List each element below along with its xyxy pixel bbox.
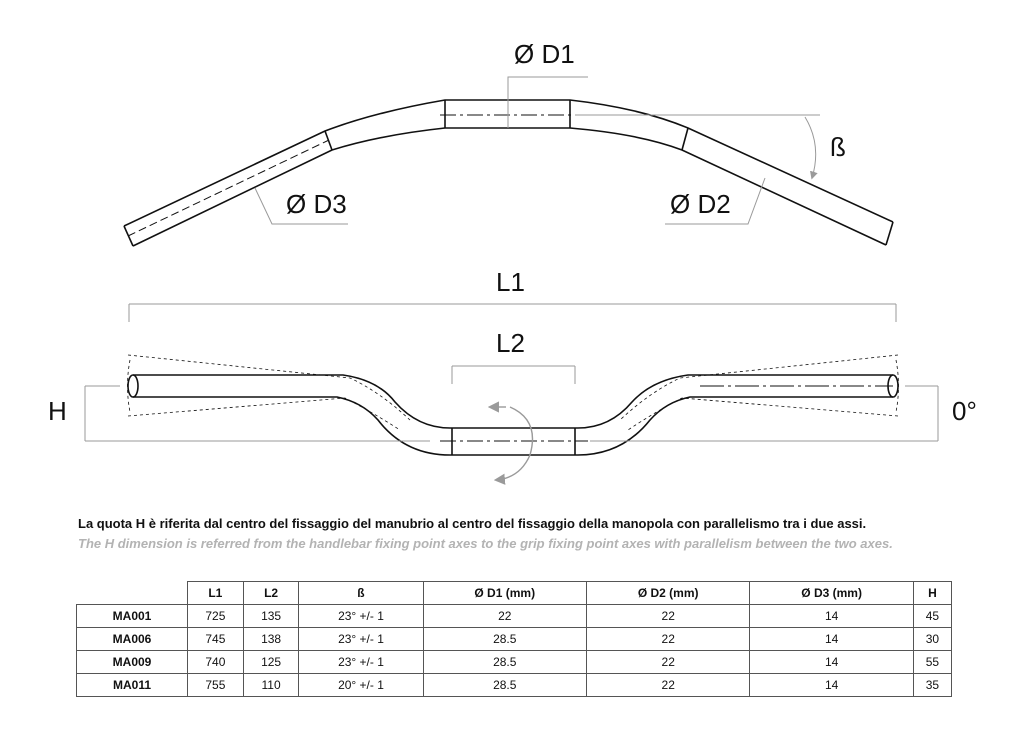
table-cell: 22 xyxy=(586,651,749,674)
column-header: L2 xyxy=(243,582,299,605)
table-cell: 14 xyxy=(750,605,913,628)
table-row xyxy=(77,674,952,697)
zero-degree-indicator xyxy=(590,386,938,441)
table-cell: 28.5 xyxy=(423,628,586,651)
table-cell: 138 xyxy=(243,628,299,651)
model-cell: MA011 xyxy=(77,674,188,697)
table-cell: 14 xyxy=(750,674,913,697)
table-cell: 28.5 xyxy=(423,674,586,697)
column-header: H xyxy=(913,582,951,605)
d2-label: Ø D2 xyxy=(670,189,731,219)
note-english: The H dimension is referred from the handlebar fixing point axes to the grip fixing point axes with parallelism between the two axes. xyxy=(78,536,893,551)
table-cell: 28.5 xyxy=(423,651,586,674)
table-cell: 35 xyxy=(913,674,951,697)
zero-degree-label: 0° xyxy=(952,396,977,426)
table-row xyxy=(77,651,952,674)
d1-leader xyxy=(508,77,588,128)
l2-label: L2 xyxy=(496,328,525,358)
table-cell: 23° +/- 1 xyxy=(299,628,423,651)
model-cell: MA009 xyxy=(77,651,188,674)
column-header: Ø D2 (mm) xyxy=(586,582,749,605)
table-row xyxy=(77,628,952,651)
table-cell: 14 xyxy=(750,651,913,674)
table-cell: 22 xyxy=(586,674,749,697)
l1-label: L1 xyxy=(496,267,525,297)
table-cell: 55 xyxy=(913,651,951,674)
spec-table xyxy=(76,581,952,697)
table-cell: 22 xyxy=(423,605,586,628)
side-view xyxy=(128,375,898,455)
column-header: Ø D3 (mm) xyxy=(750,582,913,605)
l2-dimension xyxy=(452,366,575,384)
beta-label: ß xyxy=(830,132,846,162)
table-cell: 135 xyxy=(243,605,299,628)
model-cell: MA006 xyxy=(77,628,188,651)
table-header-row xyxy=(77,582,952,605)
column-header: ß xyxy=(299,582,423,605)
table-cell: 30 xyxy=(913,628,951,651)
table-cell: 22 xyxy=(586,628,749,651)
table-cell: 22 xyxy=(586,605,749,628)
d3-label: Ø D3 xyxy=(286,189,347,219)
table-cell: 745 xyxy=(188,628,244,651)
note-italian: La quota H è riferita dal centro del fissaggio del manubrio al centro del fissaggio della manopola con parallelismo tra i due assi. xyxy=(78,516,867,531)
table-cell: 755 xyxy=(188,674,244,697)
table-cell: 110 xyxy=(243,674,299,697)
d1-label: Ø D1 xyxy=(514,39,575,69)
beta-indicator xyxy=(575,115,820,178)
table-cell: 740 xyxy=(188,651,244,674)
l1-dimension xyxy=(129,304,896,322)
table-cell: 125 xyxy=(243,651,299,674)
table-corner xyxy=(77,582,188,605)
model-cell: MA001 xyxy=(77,605,188,628)
column-header: L1 xyxy=(188,582,244,605)
column-header: Ø D1 (mm) xyxy=(423,582,586,605)
h-label: H xyxy=(48,396,67,426)
table-cell: 23° +/- 1 xyxy=(299,651,423,674)
table-cell: 725 xyxy=(188,605,244,628)
table-row xyxy=(77,605,952,628)
table-cell: 20° +/- 1 xyxy=(299,674,423,697)
table-cell: 23° +/- 1 xyxy=(299,605,423,628)
table-cell: 45 xyxy=(913,605,951,628)
table-cell: 14 xyxy=(750,628,913,651)
rotation-arrow xyxy=(490,407,533,480)
